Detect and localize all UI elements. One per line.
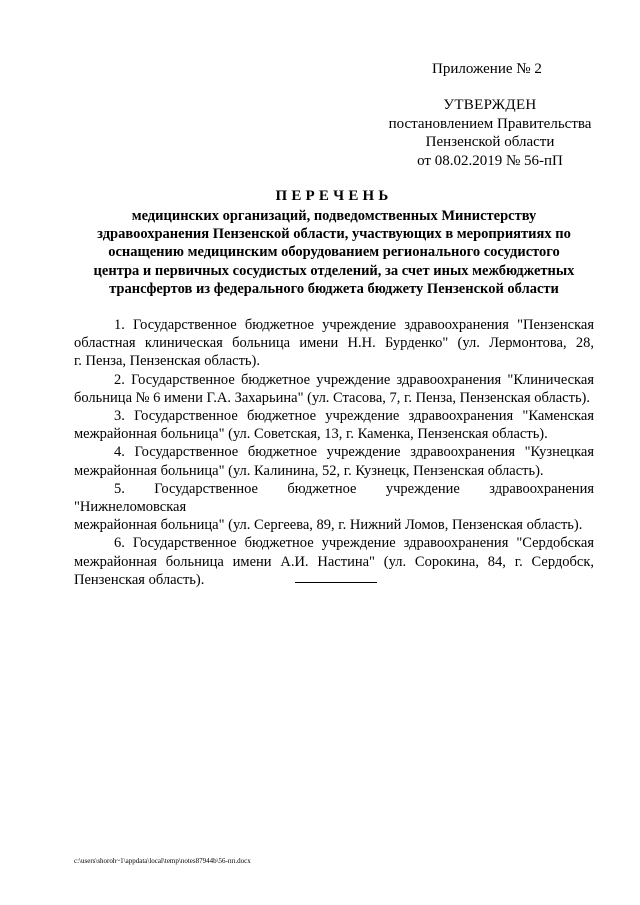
approved-by-line-1: постановлением Правительства bbox=[388, 115, 592, 132]
item-line: межрайонная больница" (ул. Сергеева, 89, г. Нижний Ломов, Пензенская область). bbox=[74, 517, 583, 534]
approved-heading: УТВЕРЖДЕН bbox=[443, 97, 537, 113]
subtitle-line: центра и первичных сосудистых отделений, за счет иных межбюджетных bbox=[93, 262, 575, 279]
list-item bbox=[74, 480, 594, 535]
organization-list bbox=[74, 316, 594, 589]
item-line: межрайонная больница" (ул. Калинина, 52, г. Кузнецк, Пензенская область). bbox=[74, 462, 544, 479]
subtitle-line: здравоохранения Пензенской области, участвующих в мероприятиях по bbox=[97, 226, 571, 243]
end-divider bbox=[295, 582, 377, 583]
list-item bbox=[74, 316, 594, 371]
item-line: межрайонная больница имени А.И. Настина" (ул. Сорокина, 84, г. Сердобск, bbox=[74, 553, 594, 570]
item-line: 1. Государственное бюджетное учреждение здравоохранения "Пензенская bbox=[114, 317, 594, 333]
subtitle-line: медицинских организаций, подведомственных Министерству bbox=[131, 208, 537, 224]
list-item bbox=[74, 371, 594, 407]
file-path-footer: c:\users\shoroh~1\appdata\local\temp\notes87944b\56-пп.docx bbox=[74, 857, 251, 865]
list-item bbox=[74, 534, 594, 589]
document-subtitle bbox=[74, 207, 594, 298]
approval-stamp bbox=[380, 96, 600, 170]
item-line: 6. Государственное бюджетное учреждение здравоохранения "Сердобская bbox=[114, 535, 594, 552]
subtitle-line: оснащению медицинским оборудованием регионального сосудистого bbox=[108, 244, 560, 261]
item-line: г. Пенза, Пензенская область). bbox=[74, 353, 261, 370]
item-line: 2. Государственное бюджетное учреждение здравоохранения "Клиническая bbox=[114, 371, 594, 388]
item-line: 3. Государственное бюджетное учреждение здравоохранения "Каменская bbox=[114, 408, 594, 425]
item-line: 4. Государственное бюджетное учреждение здравоохранения "Кузнецкая bbox=[114, 444, 594, 461]
document-title: ПЕРЕЧЕНЬ bbox=[275, 188, 393, 204]
item-line: больница № 6 имени Г.А. Захарьина" (ул. Стасова, 7, г. Пенза, Пензенская область). bbox=[74, 389, 591, 406]
item-line: межрайонная больница" (ул. Советская, 13, г. Каменка, Пензенская область). bbox=[74, 426, 548, 443]
list-item bbox=[74, 443, 594, 479]
item-line: Пензенская область). bbox=[74, 571, 205, 588]
subtitle-line: трансфертов из федерального бюджета бюджету Пензенской области bbox=[109, 280, 559, 297]
item-line: 5. Государственное бюджетное учреждение здравоохранения "Нижнеломовская bbox=[74, 480, 594, 516]
approved-date: от 08.02.2019 № 56-пП bbox=[417, 152, 563, 169]
appendix-label: Приложение № 2 bbox=[432, 61, 542, 77]
approved-by-line-2: Пензенской области bbox=[425, 134, 555, 150]
item-line: областная клиническая больница имени Н.Н. Бурденко" (ул. Лермонтова, 28, bbox=[74, 335, 594, 352]
list-item bbox=[74, 407, 594, 443]
